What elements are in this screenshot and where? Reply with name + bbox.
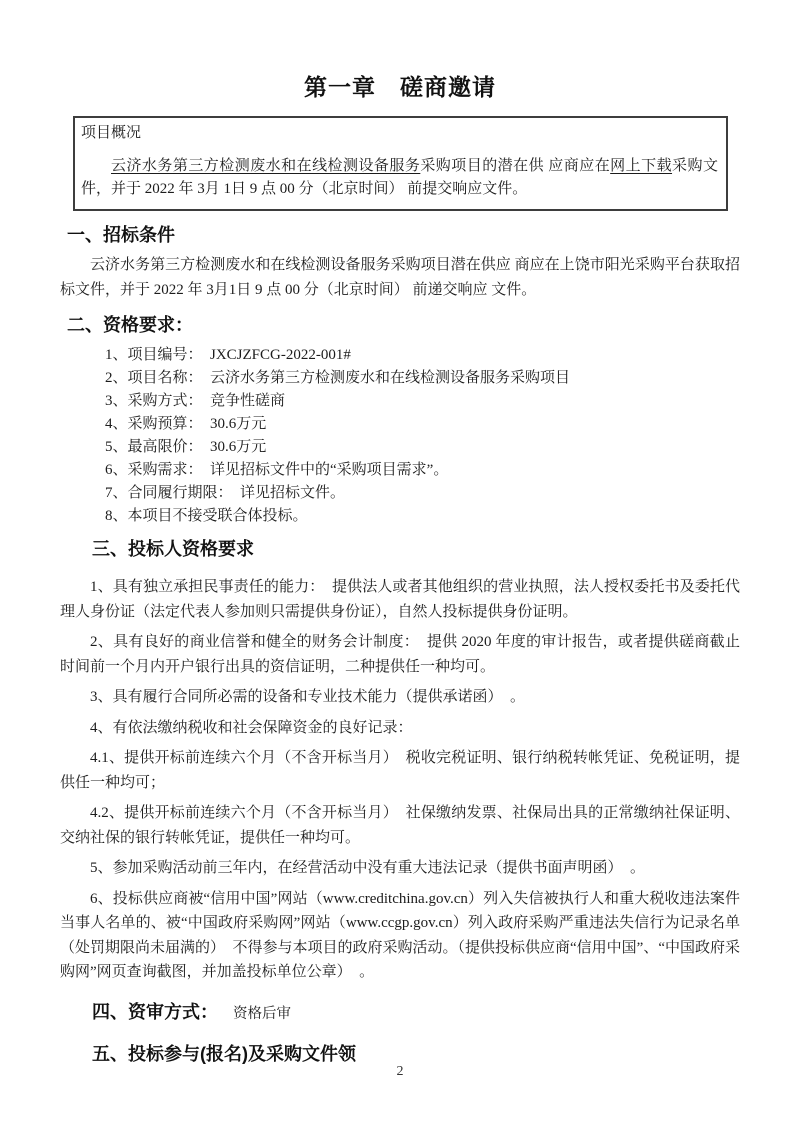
section-1-body: 云济水务第三方检测废水和在线检测设备服务采购项目潜在供应 商应在上饶市阳光采购平台获取招标文件，并于 2022 年 3月1日 9 点 00 分（北京时间） 前递交响应 文件。	[60, 257, 740, 298]
overview-paragraph	[81, 155, 718, 201]
overview-label: 项目概况	[81, 125, 142, 141]
bidder-requirement-civil-liability: 1、具有独立承担民事责任的能力： 提供法人或者其他组织的营业执照，法人授权委托书及委托代理人身份证（法定代表人参加则只需提供身份证），自然人投标提供身份证明。	[60, 579, 740, 620]
section-2-heading: 二、资格要求：	[67, 315, 193, 335]
bidder-requirement-credit-check: 6、投标供应商被“信用中国”网站（www.creditchina.gov.cn）列入失信被执行人和重大税收违法案件当事人名单的、被“中国政府采购网”网站（www.ccgp.gov.cn）列入政府采购严重违法失信行为记录名单（处罚期限尚未届满的） 不得参与本项目的政府采购活动。（提供投标供应商“信用中国”、“中国政府采购网”网页查询截图，并加盖投标单位公章） 。	[60, 890, 740, 980]
section-4-heading	[92, 1000, 740, 1026]
overview-text-mid: 采购项目的潜在供 应商应在	[420, 158, 611, 174]
project-overview-box	[73, 116, 728, 211]
qualification-item-requirements: 6、采购需求： 详见招标文件中的“采购项目需求”。	[105, 462, 449, 478]
qualification-item-no-consortium: 8、本项目不接受联合体投标。	[105, 508, 308, 524]
bidder-requirement-tax-proof: 4.1、提供开标前连续六个月（不含开标当月） 税收完税证明、银行纳税转帐凭证、免税证明，提供任一种均可；	[60, 750, 740, 791]
qualification-item-budget: 4、采购预算： 30.6万元	[105, 416, 267, 432]
bidder-requirement-tax-social-record: 4、有依法缴纳税收和社会保障资金的良好记录：	[90, 719, 413, 736]
section-1-heading: 一、招标条件	[67, 225, 175, 245]
section-5-heading: 五、投标参与(报名)及采购文件领	[92, 1043, 356, 1064]
bidder-requirement-no-violation: 5、参加采购活动前三年内，在经营活动中没有重大违法记录（提供书面声明函） 。	[90, 860, 646, 876]
qualification-item-contract-term: 7、合同履行期限： 详见招标文件。	[105, 485, 346, 501]
page-title: 第一章 磋商邀请	[304, 74, 496, 100]
overview-project-name-underlined: 云济水务第三方检测废水和在线检测设备服务	[111, 158, 421, 174]
page-number: 2	[396, 1064, 404, 1079]
qualification-item-project-name: 2、项目名称： 云济水务第三方检测废水和在线检测设备服务采购项目	[105, 370, 571, 386]
overview-download-underlined: 网上下载	[610, 158, 673, 174]
overview-text-end: 采购文件，并于 2022 年 3月 1日 9 点 00 分（北京时间） 前提交响应文件。	[81, 158, 718, 197]
qualification-item-procurement-method: 3、采购方式： 竞争性磋商	[105, 393, 286, 409]
bidder-requirement-social-security-proof: 4.2、提供开标前连续六个月（不含开标当月） 社保缴纳发票、社保局出具的正常缴纳社保证明、交纳社保的银行转帐凭证，提供任一种均可。	[60, 805, 740, 846]
qualification-item-price-cap: 5、最高限价： 30.6万元	[105, 439, 267, 455]
qualification-list	[60, 344, 740, 528]
bidder-requirement-finance: 2、具有良好的商业信誉和健全的财务会计制度： 提供 2020 年度的审计报告，或者提供磋商截止时间前一个月内开户银行出具的资信证明，二种提供任一种均可。	[60, 634, 740, 675]
section-4-value: 资格后审	[233, 1005, 291, 1022]
qualification-item-project-number: 1、项目编号： JXCJZFCG-2022-001#	[105, 347, 351, 363]
section-4-heading-label: 四、资审方式：	[92, 1001, 218, 1022]
bidder-requirement-equipment: 3、具有履行合同所必需的设备和专业技术能力（提供承诺函） 。	[90, 689, 526, 705]
bidder-requirements	[60, 575, 740, 985]
section-3-heading: 三、投标人资格要求	[92, 539, 254, 559]
